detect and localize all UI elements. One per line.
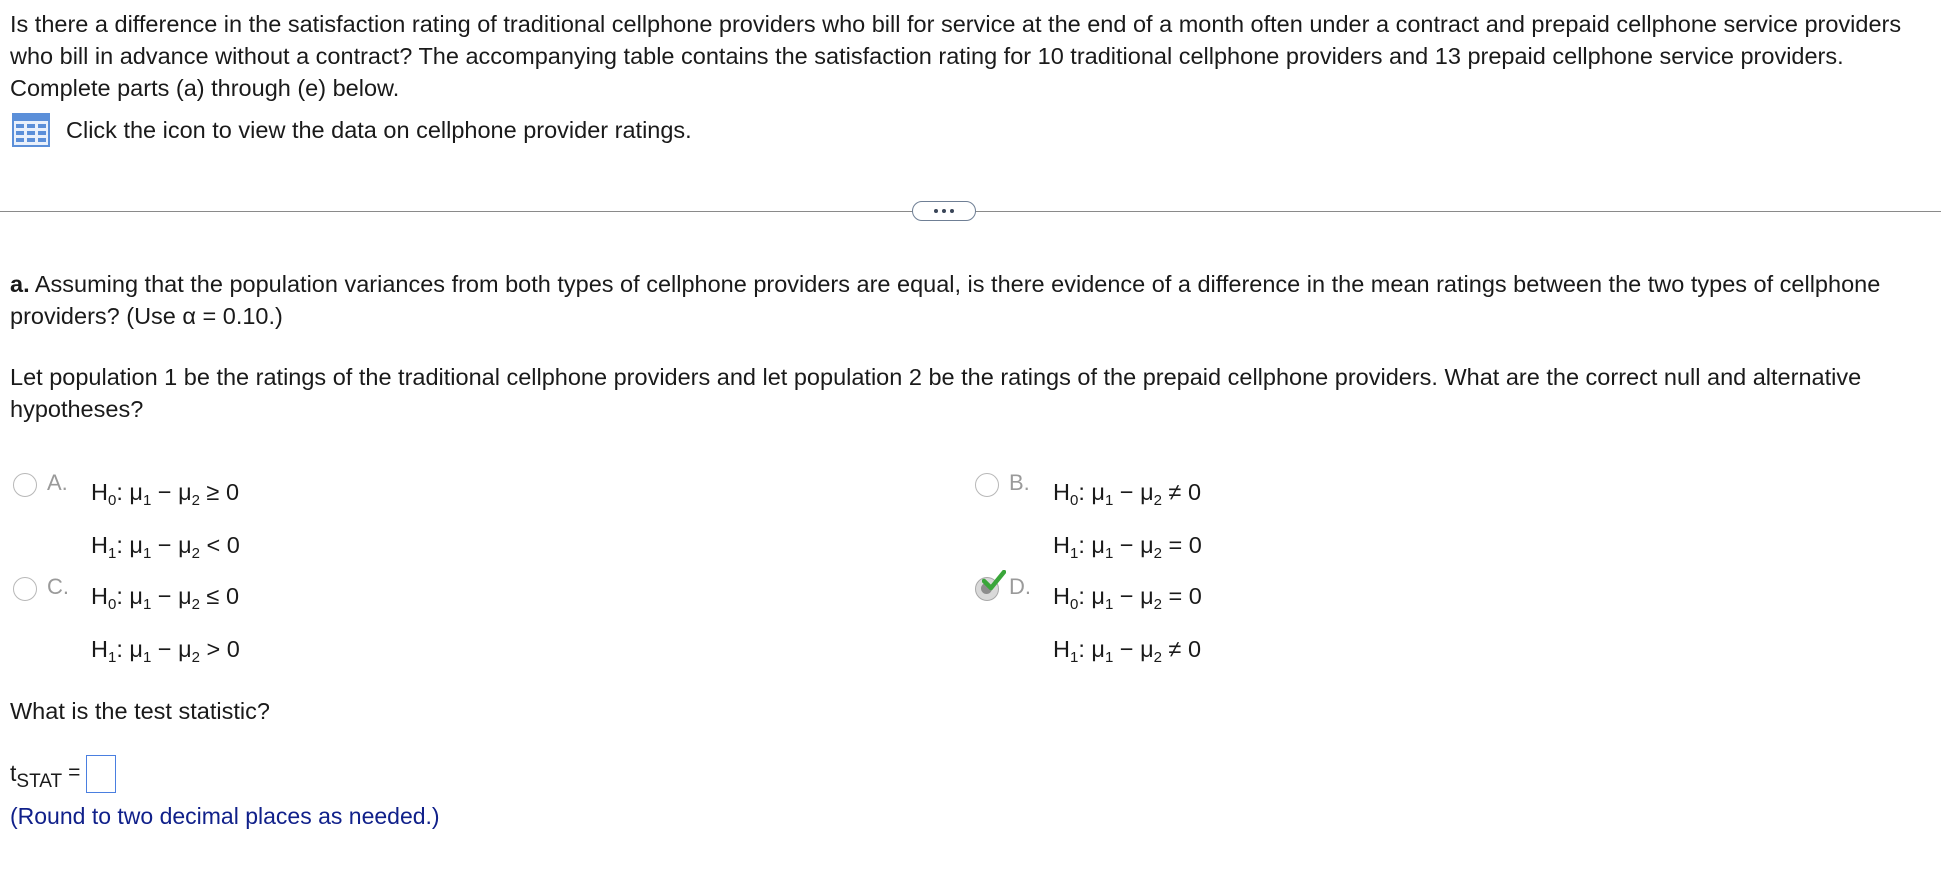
- null-hypothesis: $H_0$: $\mu_1 - \mu_2 \ne 0$: [1053, 479, 1202, 509]
- option-d-radio-selected[interactable]: [975, 577, 999, 601]
- expand-ellipsis-button[interactable]: [912, 201, 976, 221]
- option-b-letter: B.: [1009, 470, 1030, 495]
- option-b[interactable]: [975, 470, 1202, 576]
- test-statistic-question: [10, 695, 1934, 727]
- option-c[interactable]: [13, 574, 240, 680]
- correct-checkmark-icon: [982, 570, 1006, 592]
- option-a-letter: A.: [47, 470, 68, 495]
- population-definition: [10, 361, 1934, 425]
- ellipsis-dot: [942, 209, 946, 213]
- option-c-radio[interactable]: [13, 577, 37, 601]
- option-d[interactable]: [975, 574, 1202, 680]
- option-c-hypotheses: [91, 574, 240, 680]
- alternative-hypothesis: $H_1$: $\mu_1 - \mu_2 \ne 0$: [1053, 636, 1202, 666]
- test-statistic-question-text: What is the test statistic?: [10, 698, 270, 724]
- part-a-question: [10, 268, 1934, 332]
- question-text: [10, 8, 1934, 104]
- alternative-hypothesis: $H_1$: $\mu_1 - \mu_2 < 0$: [91, 532, 240, 562]
- option-b-radio[interactable]: [975, 473, 999, 497]
- null-hypothesis: $H_0$: $\mu_1 - \mu_2 = 0$: [1053, 583, 1202, 613]
- option-d-hypotheses: [1053, 574, 1202, 680]
- tstat-label: $t_{STAT}$: [10, 760, 63, 792]
- null-hypothesis: $H_0$: $\mu_1 - \mu_2 \ge 0$: [91, 479, 240, 509]
- part-a-label: a.: [10, 271, 30, 297]
- question-body: Is there a difference in the satisfaction rating of traditional cellphone providers who bill for service at the end of a month often under a contract and prepaid cellphone service providers who bill in advance without a contract? The accompanying table contains the satisfaction rating for 10 traditional cellphone providers and 13 prepaid cellphone service providers. Complete parts (a) through (e) below.: [10, 11, 1902, 101]
- null-hypothesis: $H_0$: $\mu_1 - \mu_2 \le 0$: [91, 583, 240, 613]
- alternative-hypothesis: $H_1$: $\mu_1 - \mu_2 = 0$: [1053, 532, 1202, 562]
- alternative-hypothesis: $H_1$: $\mu_1 - \mu_2 > 0$: [91, 636, 240, 666]
- option-a-radio[interactable]: [13, 473, 37, 497]
- option-a-hypotheses: [91, 470, 240, 576]
- data-link-text[interactable]: Click the icon to view the data on cellphone provider ratings.: [66, 116, 692, 143]
- tstat-row: [10, 755, 116, 793]
- tstat-input[interactable]: [86, 755, 116, 793]
- option-a[interactable]: [13, 470, 240, 576]
- option-d-letter: D.: [1009, 574, 1031, 599]
- equals-sign: =: [68, 761, 81, 784]
- part-a-text: Assuming that the population variances from both types of cellphone providers are equal, is there evidence of a difference in the mean ratings between the two types of cellphone providers? (Use α = 0.10.): [10, 271, 1881, 329]
- data-link[interactable]: [12, 113, 692, 147]
- option-c-letter: C.: [47, 574, 69, 599]
- ellipsis-dot: [950, 209, 954, 213]
- table-grid-icon[interactable]: [12, 113, 50, 147]
- ellipsis-dot: [934, 209, 938, 213]
- option-b-hypotheses: [1053, 470, 1202, 576]
- population-text: Let population 1 be the ratings of the traditional cellphone providers and let population 2 be the ratings of the prepaid cellphone providers. What are the correct null and alternative hypotheses?: [10, 364, 1862, 422]
- rounding-hint: (Round to two decimal places as needed.): [10, 803, 440, 829]
